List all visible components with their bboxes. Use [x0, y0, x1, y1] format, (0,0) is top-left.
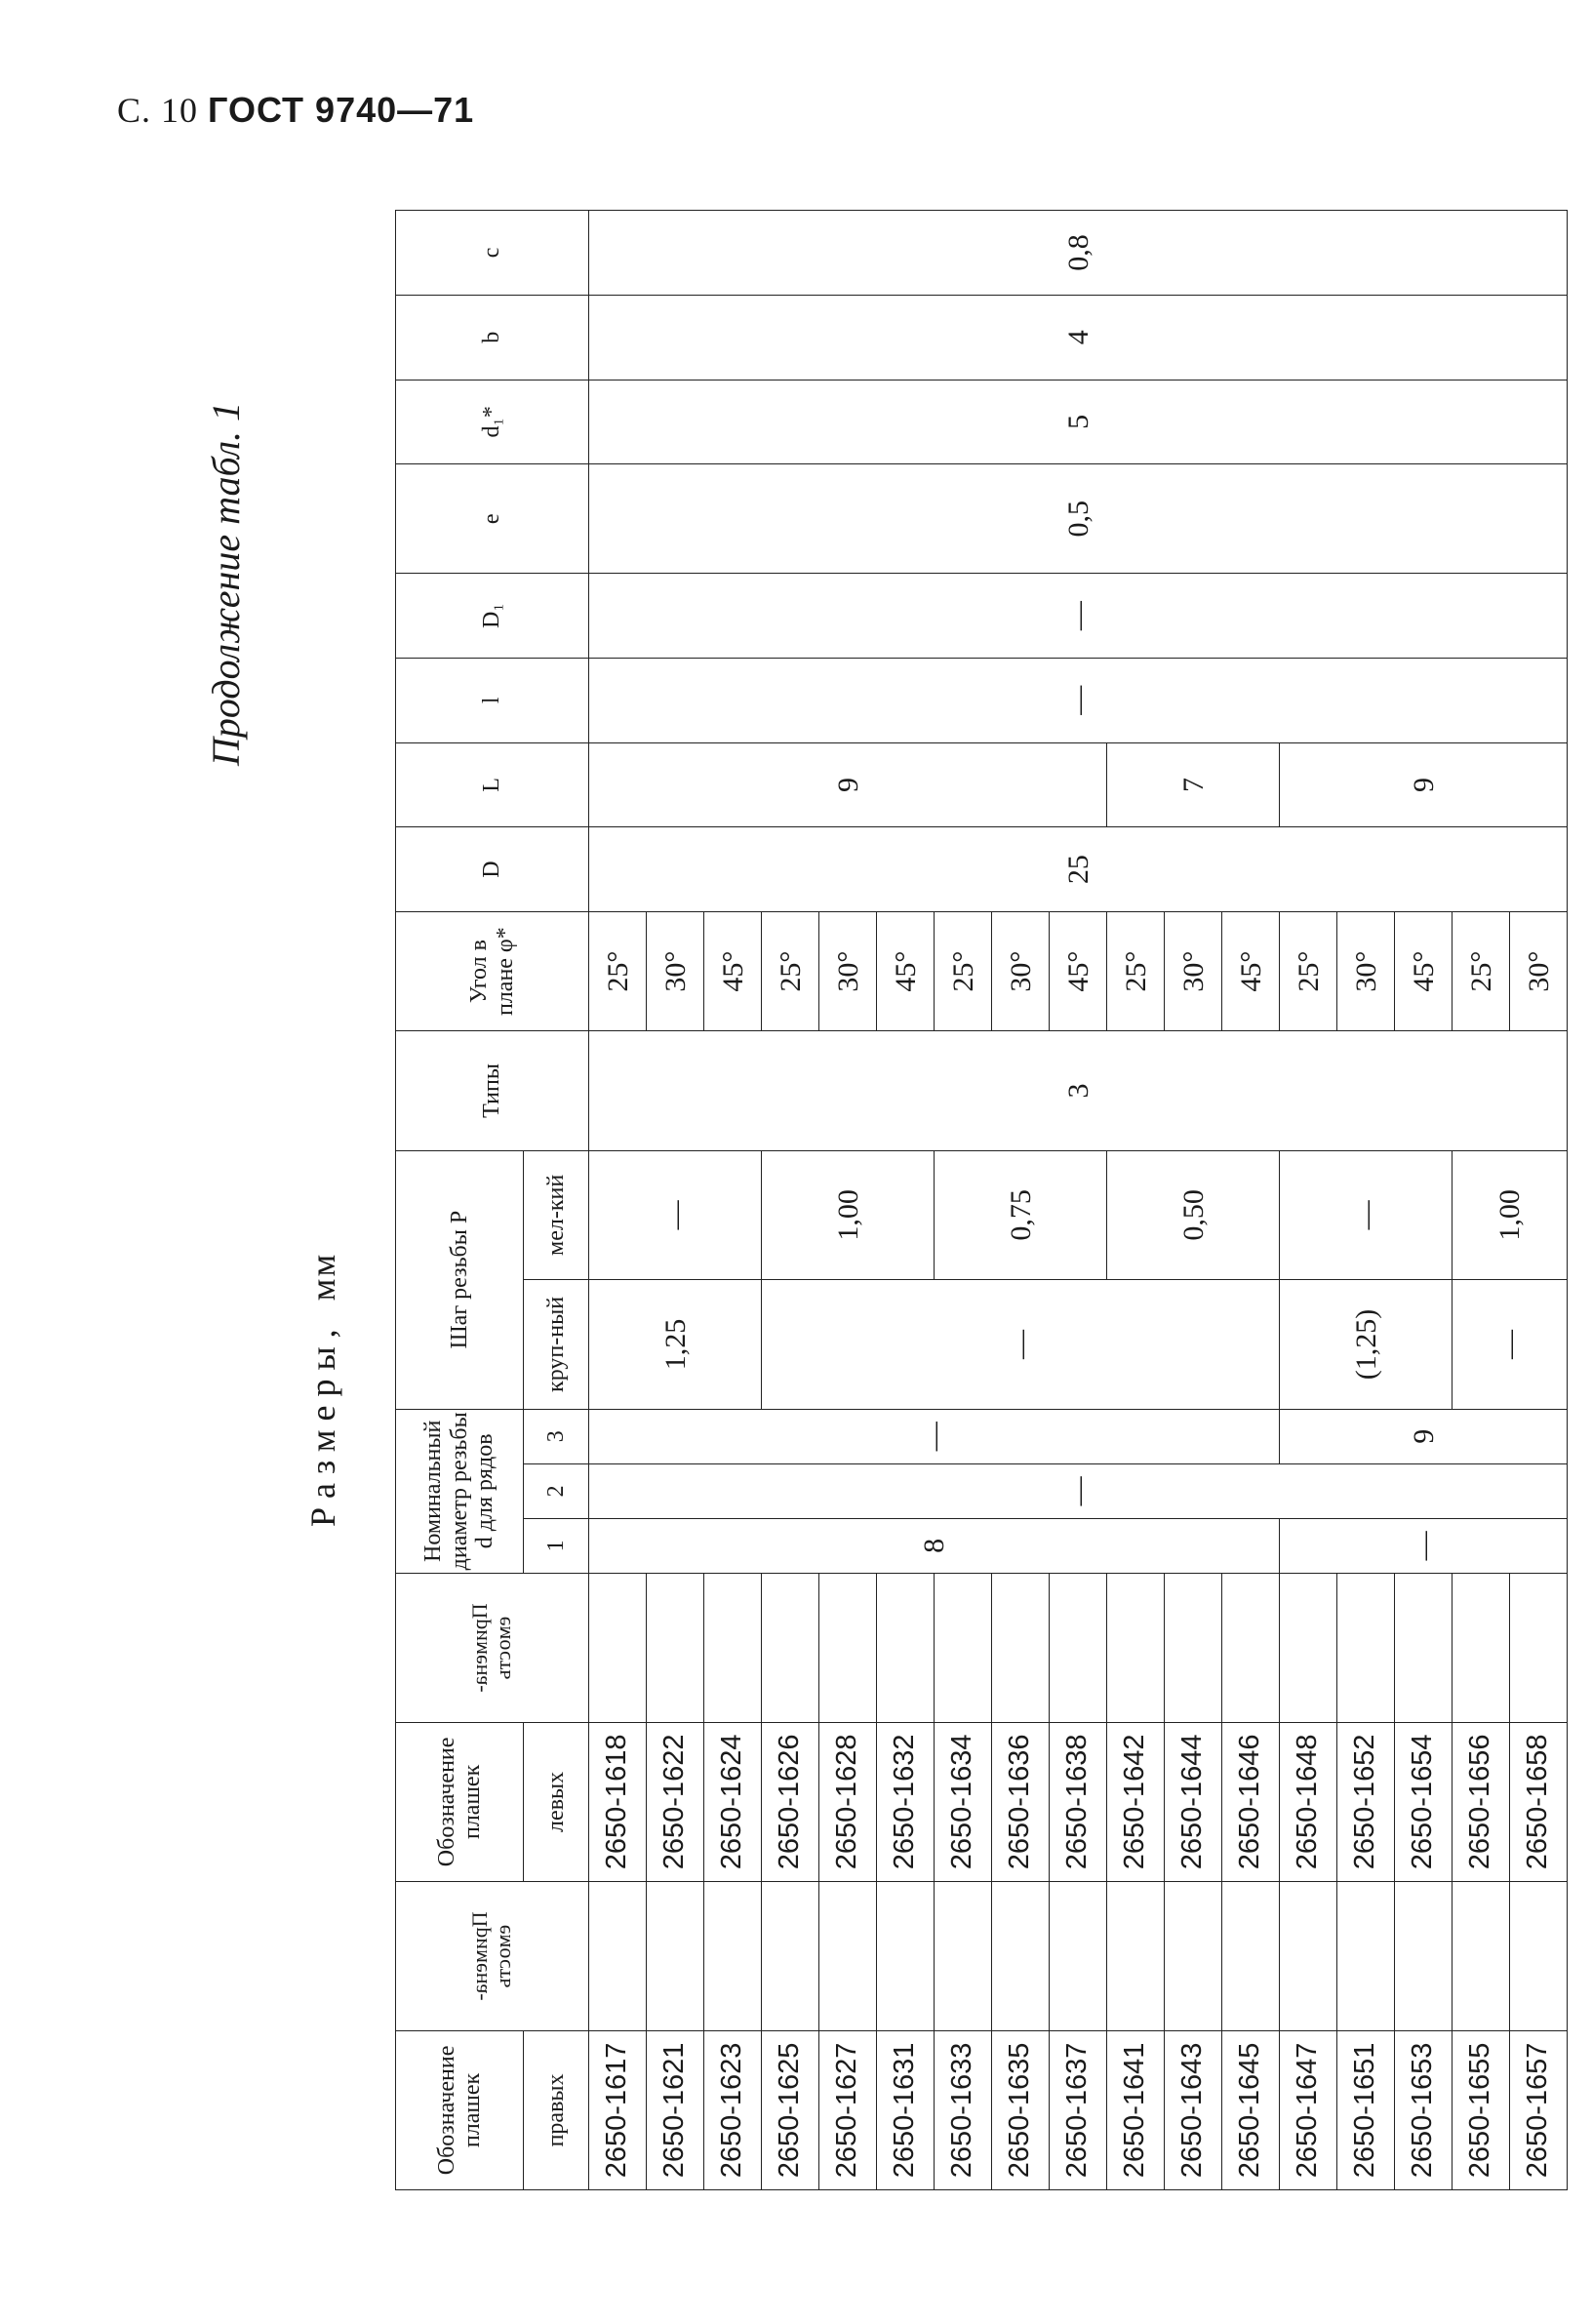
angle-cell: 45°: [1050, 911, 1107, 1030]
left-designation: 2650-1658: [1510, 1722, 1568, 1881]
left-designation: 2650-1654: [1395, 1722, 1453, 1881]
header-l: l: [396, 658, 589, 742]
applicability-right-label: Примена-емость: [466, 1911, 515, 2001]
types-group: 3: [589, 1031, 1568, 1150]
applicability-cell: [704, 1573, 762, 1722]
e-group: 0,5: [589, 464, 1568, 574]
header-right-sub: правых: [524, 2030, 589, 2189]
applicability-cell: [704, 1881, 762, 2030]
applicability-cell: [1510, 1881, 1568, 2030]
table-row: [589, 211, 647, 2190]
left-designation: 2650-1622: [647, 1722, 704, 1881]
applicability-cell: [819, 1573, 877, 1722]
right-designation: 2650-1635: [992, 2030, 1050, 2189]
header-pitch: Шаг резьбы P: [396, 1150, 524, 1409]
header-row2: 2: [524, 1463, 589, 1518]
coarse-pitch-group: 1,25: [589, 1280, 762, 1410]
header-coarse: круп-ный: [524, 1280, 589, 1410]
left-designation: 2650-1642: [1107, 1722, 1165, 1881]
header-applicability-right: [396, 1881, 589, 2030]
applicability-cell: [935, 1573, 992, 1722]
fine-pitch-group: —: [1280, 1150, 1453, 1280]
header-e: e: [396, 464, 589, 574]
right-designation: 2650-1645: [1222, 2030, 1280, 2189]
applicability-cell: [1107, 1573, 1165, 1722]
angle-cell: 45°: [1222, 911, 1280, 1030]
angle-cell: 45°: [704, 911, 762, 1030]
right-designation: 2650-1641: [1107, 2030, 1165, 2189]
applicability-cell: [1453, 1881, 1510, 2030]
applicability-cell: [1395, 1881, 1453, 2030]
coarse-pitch-group: (1,25): [1280, 1280, 1453, 1410]
angle-cell: 30°: [1510, 911, 1568, 1030]
left-designation: 2650-1626: [762, 1722, 819, 1881]
applicability-cell: [1165, 1573, 1222, 1722]
header-fine: мел-кий: [524, 1150, 589, 1280]
applicability-cell: [1107, 1881, 1165, 2030]
applicability-left-label: Примена-емость: [466, 1603, 515, 1693]
left-designation: 2650-1652: [1337, 1722, 1395, 1881]
fine-pitch-group: 1,00: [762, 1150, 935, 1280]
applicability-cell: [992, 1881, 1050, 2030]
right-designation: 2650-1625: [762, 2030, 819, 2189]
d1-group: 5: [589, 380, 1568, 464]
continuation-label: Продолжение табл. 1: [204, 401, 248, 766]
left-designation: 2650-1644: [1165, 1722, 1222, 1881]
left-designation: 2650-1618: [589, 1722, 647, 1881]
left-designation: 2650-1656: [1453, 1722, 1510, 1881]
applicability-cell: [1050, 1881, 1107, 2030]
angle-cell: 45°: [1395, 911, 1453, 1030]
angle-cell: 30°: [992, 911, 1050, 1030]
angle-cell: 30°: [1165, 911, 1222, 1030]
d-row1-group: —: [1280, 1518, 1568, 1573]
applicability-cell: [1222, 1573, 1280, 1722]
applicability-cell: [647, 1881, 704, 2030]
L-group: 7: [1107, 742, 1280, 827]
angle-cell: 25°: [935, 911, 992, 1030]
dimensions-table: [395, 210, 1568, 2190]
right-designation: 2650-1655: [1453, 2030, 1510, 2189]
l-group: —: [589, 658, 1568, 742]
d-row3-group: 9: [1280, 1409, 1568, 1463]
coarse-pitch-group: —: [1453, 1280, 1568, 1410]
applicability-cell: [762, 1881, 819, 2030]
angle-cell: 30°: [819, 911, 877, 1030]
D-group: 25: [589, 827, 1568, 912]
right-designation: 2650-1617: [589, 2030, 647, 2189]
applicability-cell: [1453, 1573, 1510, 1722]
L-group: 9: [589, 742, 1107, 827]
angle-cell: 30°: [647, 911, 704, 1030]
header-right-designation: Обозначение плашек: [396, 2030, 524, 2189]
page-header: [117, 90, 474, 131]
applicability-cell: [1280, 1573, 1337, 1722]
header-D: D: [396, 827, 589, 912]
angle-cell: 25°: [1280, 911, 1337, 1030]
applicability-cell: [762, 1573, 819, 1722]
applicability-cell: [589, 1881, 647, 2030]
header-angle: Угол в плане φ*: [396, 911, 589, 1030]
header-L: L: [396, 742, 589, 827]
angle-cell: 30°: [1337, 911, 1395, 1030]
angle-cell: 25°: [1453, 911, 1510, 1030]
right-designation: 2650-1643: [1165, 2030, 1222, 2189]
applicability-cell: [1395, 1573, 1453, 1722]
table-title: [302, 1253, 343, 1527]
right-designation: 2650-1653: [1395, 2030, 1453, 2189]
header-nominal-diameter: Номинальный диаметр резьбы d для рядов: [396, 1409, 524, 1573]
table-title-text: Размеры,: [303, 1320, 342, 1527]
c-group: 0,8: [589, 211, 1568, 296]
angle-cell: 25°: [589, 911, 647, 1030]
fine-pitch-group: —: [589, 1150, 762, 1280]
right-designation: 2650-1627: [819, 2030, 877, 2189]
page-number: С. 10: [117, 91, 199, 130]
applicability-cell: [1222, 1881, 1280, 2030]
right-designation: 2650-1631: [877, 2030, 935, 2189]
angle-cell: 45°: [877, 911, 935, 1030]
applicability-cell: [935, 1881, 992, 2030]
right-designation: 2650-1651: [1337, 2030, 1395, 2189]
applicability-cell: [1280, 1881, 1337, 2030]
angle-cell: 25°: [1107, 911, 1165, 1030]
left-designation: 2650-1628: [819, 1722, 877, 1881]
header-b: b: [396, 295, 589, 380]
d-row2-group: —: [589, 1463, 1568, 1518]
applicability-cell: [819, 1881, 877, 2030]
applicability-cell: [1050, 1573, 1107, 1722]
applicability-cell: [877, 1573, 935, 1722]
left-designation: 2650-1634: [935, 1722, 992, 1881]
applicability-cell: [647, 1573, 704, 1722]
applicability-cell: [877, 1881, 935, 2030]
applicability-cell: [992, 1573, 1050, 1722]
left-designation: 2650-1638: [1050, 1722, 1107, 1881]
right-designation: 2650-1633: [935, 2030, 992, 2189]
b-group: 4: [589, 295, 1568, 380]
right-designation: 2650-1657: [1510, 2030, 1568, 2189]
applicability-cell: [1337, 1881, 1395, 2030]
header-left-designation: Обозначение плашек: [396, 1722, 524, 1881]
right-designation: 2650-1647: [1280, 2030, 1337, 2189]
header-c: c: [396, 211, 589, 296]
d-row1-group: 8: [589, 1518, 1280, 1573]
rotated-table-area: [195, 210, 1555, 2190]
applicability-cell: [1165, 1881, 1222, 2030]
fine-pitch-group: 0,50: [1107, 1150, 1280, 1280]
fine-pitch-group: 1,00: [1453, 1150, 1568, 1280]
D1-group: —: [589, 574, 1568, 659]
header-row3: 3: [524, 1409, 589, 1463]
left-designation: 2650-1646: [1222, 1722, 1280, 1881]
header-applicability-left: [396, 1573, 589, 1722]
L-group: 9: [1280, 742, 1568, 827]
fine-pitch-group: 0,75: [935, 1150, 1107, 1280]
d-row3-group: —: [589, 1409, 1280, 1463]
applicability-cell: [589, 1573, 647, 1722]
left-designation: 2650-1648: [1280, 1722, 1337, 1881]
coarse-pitch-group: —: [762, 1280, 1280, 1410]
header-d1: d₁*: [396, 380, 589, 464]
table-title-unit: мм: [303, 1252, 342, 1302]
standard-designation: ГОСТ 9740—71: [208, 90, 475, 130]
angle-cell: 25°: [762, 911, 819, 1030]
applicability-cell: [1510, 1573, 1568, 1722]
header-D1: D₁: [396, 574, 589, 659]
applicability-cell: [1337, 1573, 1395, 1722]
left-designation: 2650-1624: [704, 1722, 762, 1881]
right-designation: 2650-1623: [704, 2030, 762, 2189]
header-row1: 1: [524, 1518, 589, 1573]
right-designation: 2650-1621: [647, 2030, 704, 2189]
left-designation: 2650-1636: [992, 1722, 1050, 1881]
left-designation: 2650-1632: [877, 1722, 935, 1881]
header-types: Типы: [396, 1031, 589, 1150]
header-left-sub: левых: [524, 1722, 589, 1881]
right-designation: 2650-1637: [1050, 2030, 1107, 2189]
